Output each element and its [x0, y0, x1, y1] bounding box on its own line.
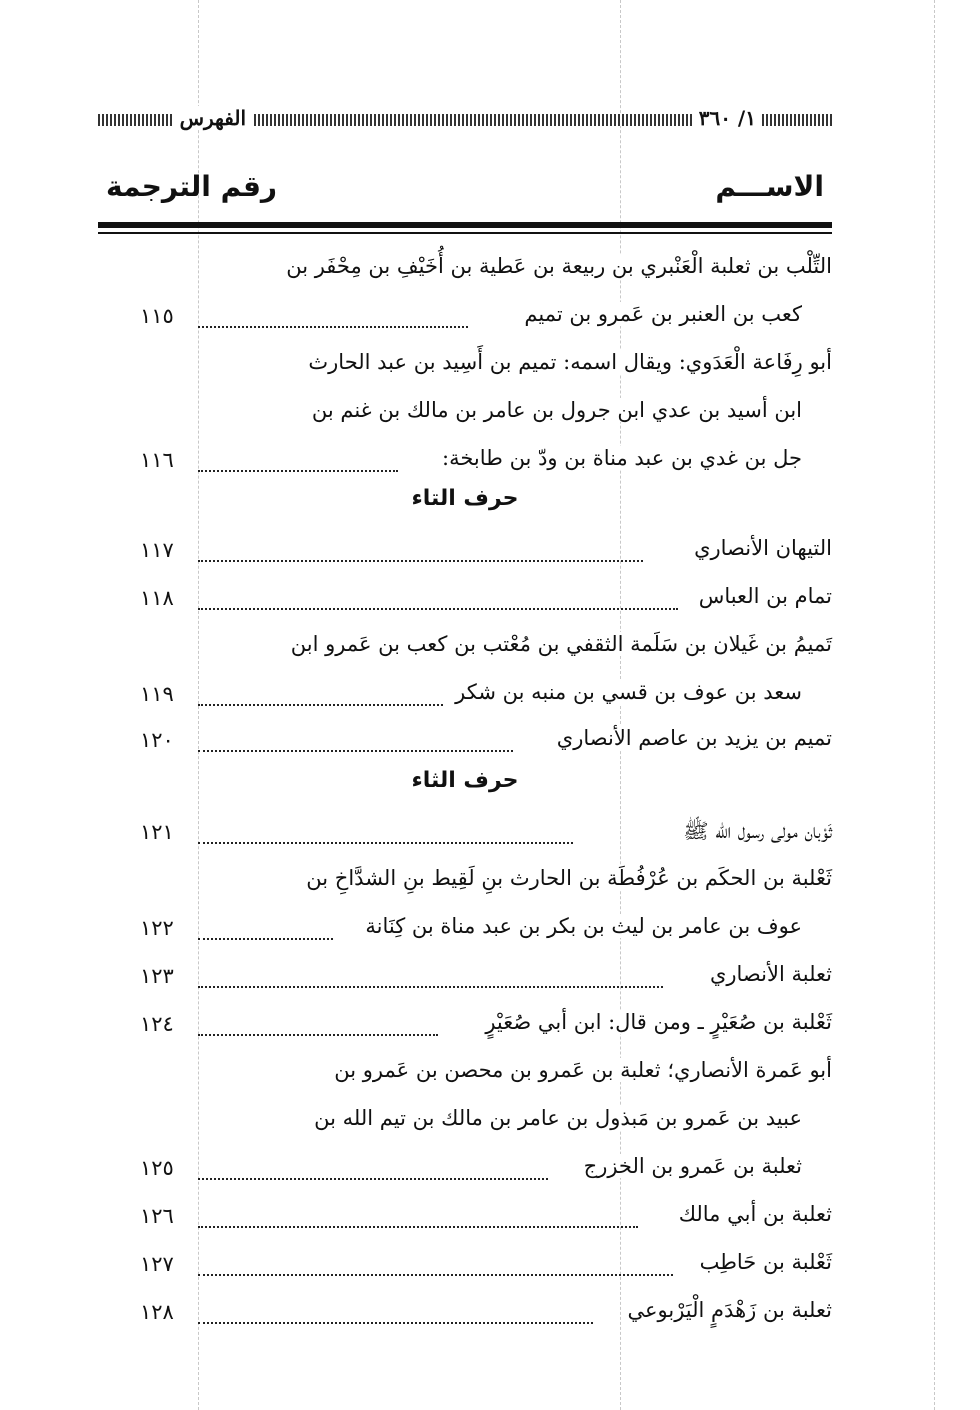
- entry-name: عبيد بن عَمرو بن مَبذول بن عامر بن مالك بن تيم الله بن: [310, 1106, 802, 1130]
- entry-name: تَميمُ بن غَيلان بن سَلَمة الثقفي بن مُعْتب بن كعب بن عَمرو ابن: [287, 632, 832, 656]
- dot-leader: [198, 986, 663, 988]
- index-row: [98, 530, 832, 576]
- index-row: [98, 1148, 832, 1194]
- entry-number: ١٢١: [140, 820, 174, 844]
- entry-number: ١٢٠: [140, 728, 174, 752]
- index-row: [98, 1004, 832, 1050]
- index-row: [98, 674, 832, 720]
- index-row: [98, 720, 832, 766]
- section-heading: حرف التاء: [411, 486, 519, 511]
- dot-leader: [198, 1034, 438, 1036]
- entry-name: ابن أسيد بن عدي ابن جرول بن عامر بن مالك بن غنم بن: [308, 398, 802, 422]
- entry-name: ثَوْبان مولى رسول الله ﷺ: [679, 818, 832, 849]
- entry-name: التيهان الأنصاري: [690, 536, 832, 560]
- heading-rule-thick: [98, 222, 832, 228]
- entry-name: عوف بن عامر بن ليث بن بكر بن عبد مناة بن كِنَانة: [361, 914, 802, 938]
- index-row: [98, 1052, 832, 1098]
- index-row: [98, 392, 832, 438]
- dot-leader: [198, 560, 643, 562]
- entry-name: أبو رِفَاعة الْعَدَوي: ويقال اسمه: تميم بن أَسِيد بن عبد الحارث: [304, 350, 832, 374]
- dot-leader: [198, 608, 678, 610]
- entry-number: ١١٨: [140, 586, 174, 610]
- index-row: [98, 578, 832, 624]
- dot-leader: [198, 1322, 593, 1324]
- entry-number: ١١٩: [140, 682, 174, 706]
- entry-number: ١٢٨: [140, 1300, 174, 1324]
- index-row: [98, 908, 832, 954]
- entry-number: ١١٦: [140, 448, 174, 472]
- entry-number: ١٢٤: [140, 1012, 174, 1036]
- entry-name: ثعلبة بن أبي مالك: [675, 1202, 832, 1226]
- index-row: [98, 296, 832, 342]
- name-column-heading: الاســـم: [715, 170, 824, 203]
- index-row: [98, 1292, 832, 1338]
- section-heading: حرف الثاء: [411, 768, 519, 793]
- column-headings: [98, 170, 832, 220]
- index-row: [98, 248, 832, 294]
- scan-guide-line: [934, 0, 935, 1410]
- entry-number: ١١٥: [140, 304, 174, 328]
- page-reference: ١/ ٣٦٠: [693, 106, 762, 130]
- entry-number: ١١٧: [140, 538, 174, 562]
- dot-leader: [198, 1226, 638, 1228]
- entry-name: التِّلْب بن ثعلبة الْعَنْبري بن ربيعة بن عَطية بن أُخَيْفِ بن مِحْفَر بن: [282, 254, 832, 278]
- dot-leader: [198, 1274, 673, 1276]
- entry-name: ثَعْلبة بن الحكَم بن عُرْفُطَة بن الحارث بنِ لَقِيط بنِ الشدَّاخِ بن: [302, 866, 832, 890]
- dot-leader: [198, 842, 573, 844]
- index-row: [98, 1196, 832, 1242]
- dot-leader: [198, 750, 513, 752]
- number-column-heading: رقم الترجمة: [106, 170, 278, 203]
- entry-name: ثعلبة بن عَمرو بن الخزرج: [580, 1154, 802, 1178]
- entry-name: ثعلبة بن زَهْدَمٍ الْيَرْبوعي: [623, 1298, 832, 1322]
- entry-name: أبو عَمرة الأنصاري؛ ثعلبة بن عَمرو بن محصن بن عَمرو بن: [330, 1058, 832, 1082]
- index-row: [98, 344, 832, 390]
- entry-number: ١٢٥: [140, 1156, 174, 1180]
- index-row: [98, 440, 832, 486]
- entry-name: ثَعْلبة بن صُعَيْرٍ ـ ومن قال: ابن أبي صُعَيْرٍ: [481, 1010, 832, 1034]
- entry-name: كعب بن العنبر بن عَمرو بن تميم: [520, 302, 802, 326]
- page-header: [98, 104, 832, 138]
- index-row: [98, 956, 832, 1002]
- heading-rule-thin: [98, 232, 832, 234]
- entry-name: ثَعْلبة بن حَاطِب: [696, 1250, 832, 1274]
- index-row: [98, 626, 832, 672]
- entry-number: ١٢٢: [140, 916, 174, 940]
- entry-name: جل بن غدي بن عبد مناة بن ودّ بن طابخة:: [438, 446, 802, 470]
- section-title: الفهرس: [174, 106, 252, 130]
- index-row: [98, 1244, 832, 1290]
- entry-number: ١٢٧: [140, 1252, 174, 1276]
- index-row: [98, 1100, 832, 1146]
- dot-leader: [198, 938, 333, 940]
- entry-number: ١٢٦: [140, 1204, 174, 1228]
- dot-leader: [198, 470, 398, 472]
- index-row: [98, 860, 832, 906]
- dot-leader: [198, 1178, 548, 1180]
- entry-name: سعد بن عوف بن قسي بن منبه بن شكر: [451, 680, 802, 704]
- entry-number: ١٢٣: [140, 964, 174, 988]
- entry-name: تميم بن يزيد بن عاصم الأنصاري: [553, 726, 832, 750]
- dot-leader: [198, 326, 468, 328]
- entry-name: تمام بن العباس: [695, 584, 832, 608]
- index-row: [98, 812, 832, 858]
- entry-name: ثعلبة الأنصاري: [706, 962, 832, 986]
- dot-leader: [198, 704, 443, 706]
